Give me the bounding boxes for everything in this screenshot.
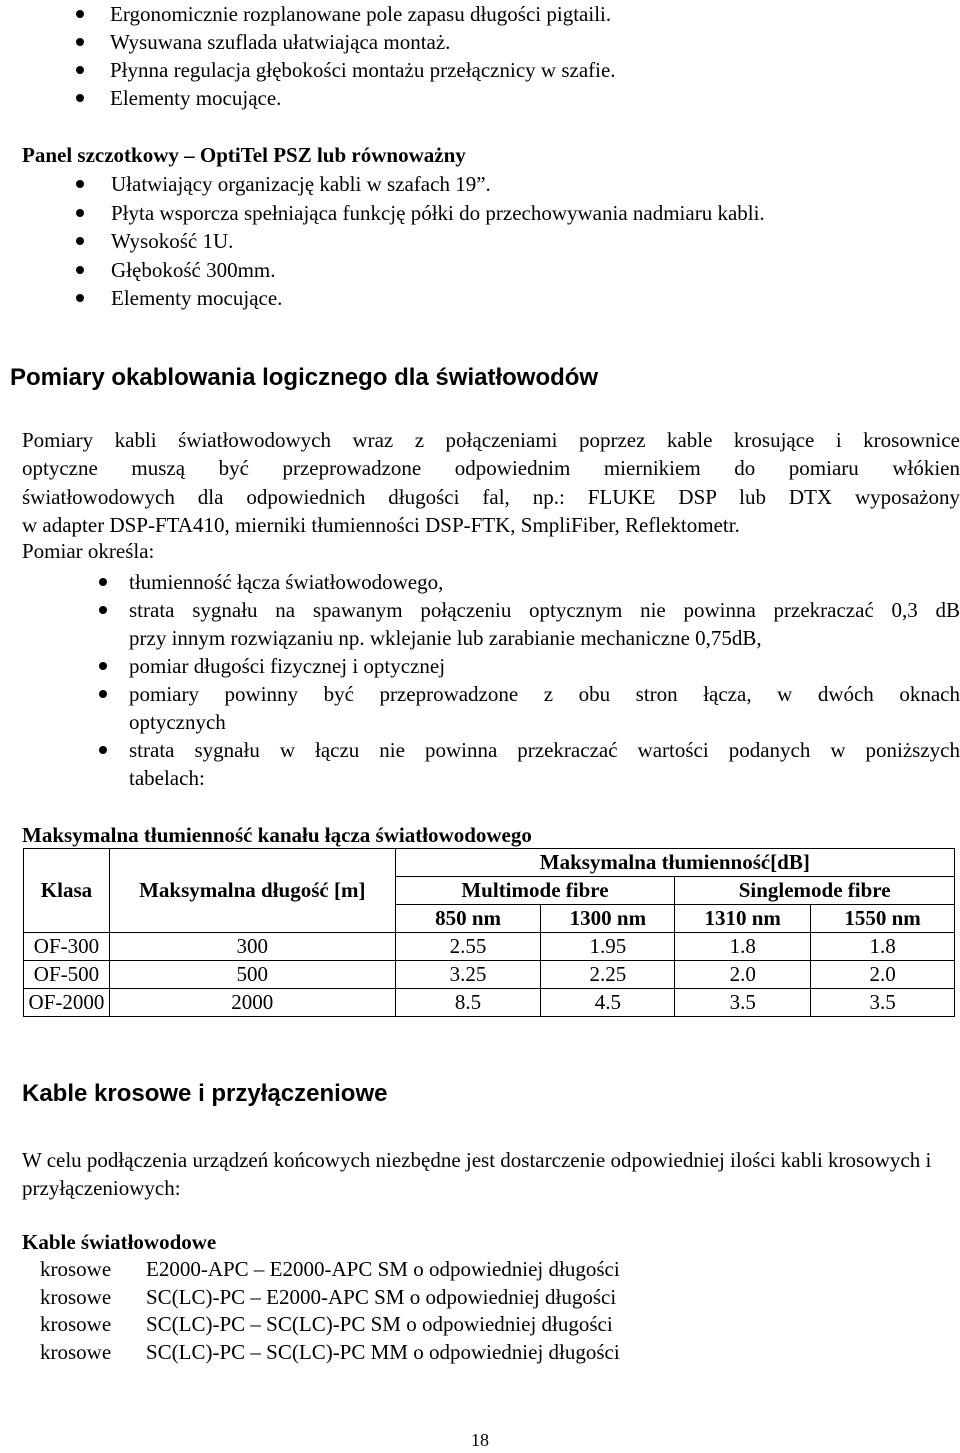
list-item <box>129 736 960 792</box>
cable-type: krosowe <box>40 1257 112 1281</box>
table-cell: 2.55 <box>395 933 541 961</box>
list-item <box>129 596 960 652</box>
header-max-length: Maksymalna długość [m] <box>109 849 395 933</box>
list-item-text: tłumienność łącza światłowodowego, <box>129 570 444 594</box>
list-item-text: strata sygnału na spawanym połączeniu optycznym nie powinna przekraczać 0,3 dB <box>129 598 960 622</box>
measurements-paragraph <box>22 426 960 539</box>
list-item <box>40 1311 620 1339</box>
header-1300: 1300 nm <box>541 905 675 933</box>
section-heading-measurements: Pomiary okablowania logicznego dla światłowodów <box>10 364 599 391</box>
table-cell: 300 <box>109 933 395 961</box>
list-item <box>129 652 960 680</box>
list-item: Ułatwiający organizację kabli w szafach 19”. <box>111 170 765 199</box>
list-item-text: pomiar długości fizycznej i optycznej <box>129 654 446 678</box>
list-item: Elementy mocujące. <box>110 84 616 112</box>
fiber-cables-list <box>40 1256 620 1366</box>
list-item-text: pomiary powinny być przeprowadzone z obu stron łącza, w dwóch oknach <box>129 682 960 706</box>
table-cell: 3.5 <box>675 989 811 1017</box>
table-cell: OF-500 <box>24 961 110 989</box>
table-cell: 1.8 <box>811 933 955 961</box>
header-class: Klasa <box>24 849 110 933</box>
table-cell: 500 <box>109 961 395 989</box>
paragraph-line: optyczne muszą być przeprowadzone odpowiednim miernikiem do pomiaru włókien <box>22 456 960 481</box>
table-row <box>24 989 955 1017</box>
table-cell: OF-2000 <box>24 989 110 1017</box>
panel-heading: Panel szczotkowy – OptiTel PSZ lub równoważny <box>22 143 466 167</box>
cable-description: SC(LC)-PC – E2000-APC SM o odpowiedniej długości <box>146 1284 617 1309</box>
list-item <box>40 1339 620 1367</box>
section-heading-patch-cables: Kable krosowe i przyłączeniowe <box>22 1080 388 1107</box>
table-cell: 3.25 <box>395 961 541 989</box>
list-item: Elementy mocujące. <box>111 284 765 313</box>
cable-type: krosowe <box>40 1339 112 1364</box>
cable-description: SC(LC)-PC – SC(LC)-PC SM o odpowiedniej długości <box>146 1312 613 1336</box>
table-cell: 2000 <box>109 989 395 1017</box>
header-singlemode: Singlemode fibre <box>675 877 955 905</box>
header-1550: 1550 nm <box>811 905 955 933</box>
list-item: Płyta wsporcza spełniająca funkcję półki do przechowywania nadmiaru kabli. <box>111 199 765 228</box>
table-title: Maksymalna tłumienność kanału łącza światłowodowego <box>22 823 532 847</box>
measure-list <box>129 568 960 792</box>
table-row <box>24 961 955 989</box>
attenuation-table <box>23 848 955 1017</box>
feature-list <box>110 0 616 112</box>
table-cell: 1.95 <box>541 933 675 961</box>
list-item: Wysokość 1U. <box>111 227 765 256</box>
table-cell: 2.25 <box>541 961 675 989</box>
list-item-text: tabelach: <box>129 766 205 790</box>
panel-feature-list <box>111 170 765 313</box>
list-item <box>40 1284 620 1312</box>
table-cell: OF-300 <box>24 933 110 961</box>
list-item-text: optycznych <box>129 710 226 734</box>
list-item-text: strata sygnału w łączu nie powinna przekraczać wartości podanych w poniższych <box>129 738 960 762</box>
list-item: Wysuwana szuflada ułatwiająca montaż. <box>110 28 616 56</box>
table-row <box>24 933 955 961</box>
table-cell: 3.5 <box>811 989 955 1017</box>
header-850: 850 nm <box>395 905 541 933</box>
paragraph-line: w adapter DSP-FTA410, mierniki tłumienności DSP-FTK, SmpliFiber, Reflektometr. <box>22 512 740 537</box>
table-cell: 4.5 <box>541 989 675 1017</box>
table-cell: 8.5 <box>395 989 541 1017</box>
table-cell: 1.8 <box>675 933 811 961</box>
list-item <box>129 680 960 736</box>
header-1310: 1310 nm <box>675 905 811 933</box>
table-cell: 2.0 <box>675 961 811 989</box>
list-item-text: przy innym rozwiązaniu np. wklejanie lub zarabianie mechaniczne 0,75dB, <box>129 626 762 650</box>
list-item: Płynna regulacja głębokości montażu przełącznicy w szafie. <box>110 58 616 82</box>
patch-cables-paragraph: W celu podłączenia urządzeń końcowych niezbędne jest dostarczenie odpowiedniej ilości kabli krosowych i przyłączeniowych: <box>22 1148 932 1200</box>
header-max-attenuation: Maksymalna tłumienność[dB] <box>395 849 954 877</box>
cable-description: SC(LC)-PC – SC(LC)-PC MM o odpowiedniej długości <box>146 1339 620 1364</box>
measure-intro: Pomiar określa: <box>22 539 155 563</box>
table-header-row <box>24 849 955 877</box>
list-item <box>129 568 960 596</box>
table-cell: 2.0 <box>811 961 955 989</box>
page-number: 18 <box>471 1430 489 1450</box>
list-item <box>40 1256 620 1284</box>
cable-type: krosowe <box>40 1312 112 1336</box>
fiber-cables-title: Kable światłowodowe <box>22 1230 217 1254</box>
paragraph-line: światłowodowych dla odpowiednich długości fal, np.: FLUKE DSP lub DTX wyposażony <box>22 484 960 509</box>
cable-type: krosowe <box>40 1284 112 1309</box>
header-multimode: Multimode fibre <box>395 877 675 905</box>
list-item: Ergonomicznie rozplanowane pole zapasu długości pigtaili. <box>110 0 616 28</box>
list-item: Głębokość 300mm. <box>111 256 765 285</box>
paragraph-line: Pomiary kabli światłowodowych wraz z połączeniami poprzez kable krosujące i krosownice <box>22 428 960 452</box>
cable-description: E2000-APC – E2000-APC SM o odpowiedniej długości <box>146 1257 620 1281</box>
